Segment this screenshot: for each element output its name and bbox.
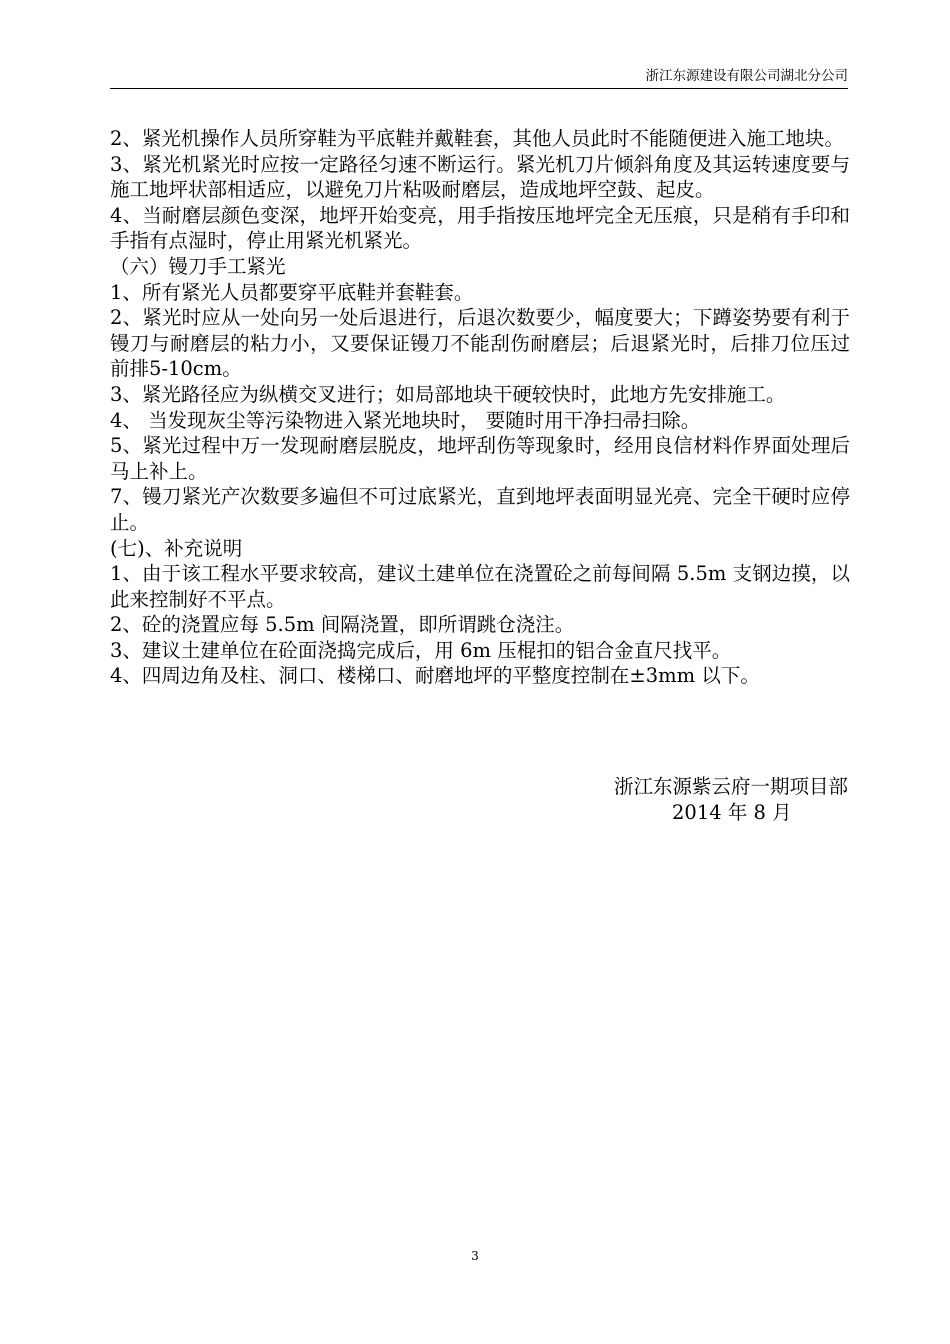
paragraph-supplement-pouring: 2、砼的浇置应每 5.5m 间隔浇置，即所谓跳仓浇注。 [110, 613, 575, 637]
section-heading-manual-troweling: （六）镘刀手工紧光 [110, 254, 286, 278]
paragraph-manual-path: 3、紧光路径应为纵横交叉进行；如局部地块干硬较快时，此地方先安排施工。 [110, 382, 786, 406]
paragraph-machine-operator-shoes: 2、紧光机操作人员所穿鞋为平底鞋并戴鞋套，其他人员此时不能随便进入施工地块。 [110, 127, 844, 150]
paragraph-supplement-formwork: 1、由于该工程水平要求较高，建议土建单位在浇置砼之前每间隔 5.5m 支钢边摸，以此来控制好不平点。 [110, 562, 850, 611]
paragraph-manual-dust: 4、 当发现灰尘等污染物进入紧光地块时， 要随时用干净扫帚扫除。 [110, 408, 701, 432]
signature-date: 2014 年 8 月 [672, 801, 792, 824]
signature-organization: 浙江东源紫云府一期项目部 [613, 775, 848, 798]
paragraph-machine-stop: 4、当耐磨层颜色变深，地坪开始变亮，用手指按压地坪完全无压痕，只是稍有手印和手指有点湿时，停止用紧光机紧光。 [110, 203, 850, 253]
paragraph-manual-retreat: 2、紧光时应从一处向另一处后退进行，后退次数要少，幅度要大；下蹲姿势要有利于镘刀与耐磨层的粘力小，又要保证镘刀不能刮伤耐磨层；后退紧光时，后排刀位压过前排5-10cm。 [110, 306, 850, 381]
page-number: 3 [471, 1249, 479, 1263]
section-heading-supplement: (七)、补充说明 [110, 536, 243, 560]
paragraph-supplement-flatness: 4、四周边角及柱、洞口、楼梯口、耐磨地坪的平整度控制在±3mm 以下。 [110, 664, 760, 688]
signature-block [110, 774, 848, 826]
paragraph-supplement-leveling: 3、建议土建单位在砼面浇捣完成后，用 6m 压棍扣的铝合金直尺找平。 [110, 638, 732, 662]
paragraph-manual-repair: 5、紧光过程中万一发现耐磨层脱皮，地坪刮伤等现象时，经用良信材料作界面处理后马上补上。 [110, 434, 850, 483]
paragraph-manual-passes: 7、镘刀紧光产次数要多遍但不可过底紧光，直到地坪表面明显光亮、完全干硬时应停止。 [110, 485, 850, 534]
paragraph-manual-shoes: 1、所有紧光人员都要穿平底鞋并套鞋套。 [110, 280, 474, 304]
paragraph-machine-path: 3、紧光机紧光时应按一定路径匀速不断运行。紧光机刀片倾斜角度及其运转速度要与施工地坪状部相适应，以避免刀片粘吸耐磨层，造成地坪空鼓、起皮。 [110, 152, 850, 202]
page-header [110, 66, 848, 86]
document-body [110, 126, 850, 689]
header-divider [110, 88, 848, 89]
header-company-name: 浙江东源建设有限公司湖北分公司 [645, 68, 848, 84]
